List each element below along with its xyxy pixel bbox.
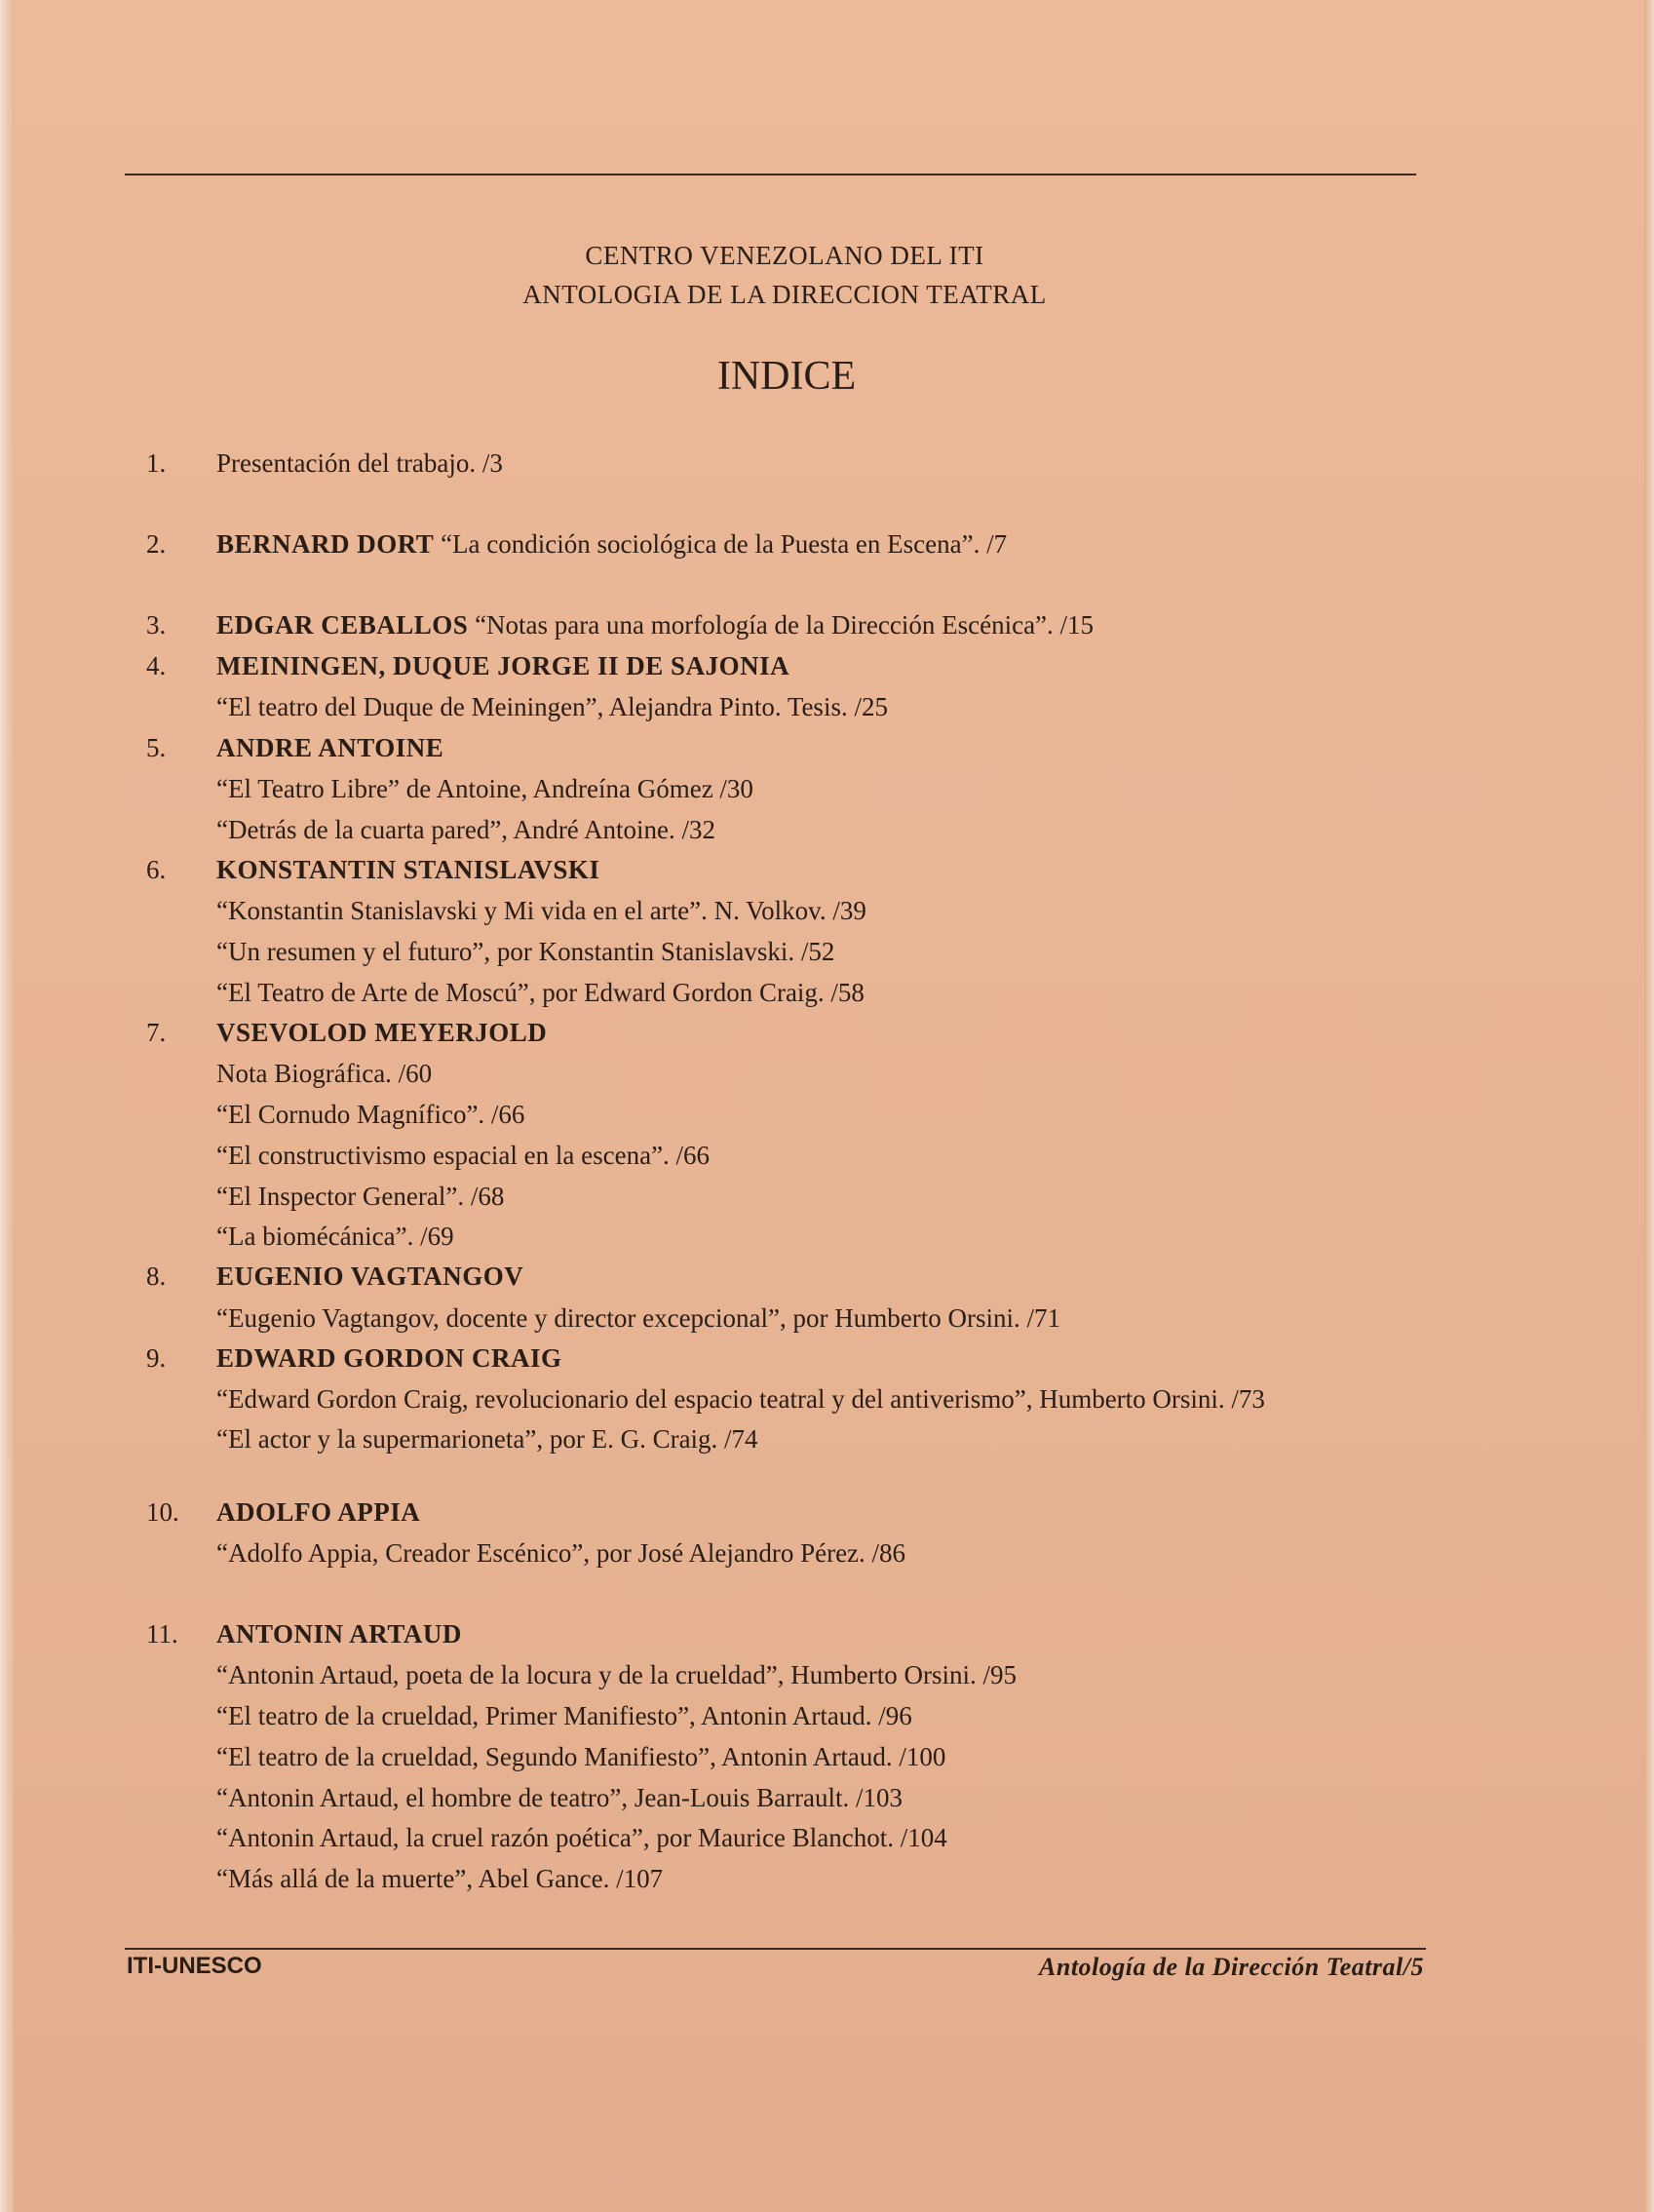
page-title: INDICE: [716, 354, 857, 399]
entry-subitem: “El Teatro Libre” de Antoine, Andreína Gómez /30: [216, 774, 753, 803]
entry-subitem: “El constructivismo espacial en la escena”. /66: [216, 1141, 711, 1170]
index-entry: [146, 1338, 562, 1378]
entry-author: BERNARD DORT: [216, 529, 435, 559]
entry-subitem: “El Cornudo Magnífico”. /66: [216, 1100, 525, 1129]
entry-number: 3.: [146, 610, 167, 640]
entry-subitem: “El teatro de la crueldad, Primer Manifiesto”, Antonin Artaud. /96: [216, 1701, 912, 1730]
entry-text: “La condición sociológica de la Puesta en Escena”. /7: [434, 529, 1008, 559]
index-entry: [146, 524, 1007, 564]
index-entry: [146, 645, 789, 686]
entry-text: “Notas para una morfología de la Dirección Escénica”. /15: [468, 610, 1095, 640]
footer-page-label: Antología de la Dirección Teatral/5: [1039, 1953, 1424, 1981]
entry-number: 2.: [146, 529, 167, 559]
entry-subitem: “Detrás de la cuarta pared”, André Antoine. /32: [216, 815, 716, 844]
entry-subitem: “Edward Gordon Craig, revolucionario del espacio teatral y del antiverismo”, Humberto Orsini. /73: [216, 1384, 1265, 1414]
entry-subitem: “El teatro de la crueldad, Segundo Manifiesto”, Antonin Artaud. /100: [216, 1742, 946, 1771]
index-entry: [146, 849, 599, 890]
paper-edge-left: [0, 0, 14, 2212]
entry-author: EUGENIO VAGTANGOV: [216, 1261, 524, 1291]
header-line-2: ANTOLOGIA DE LA DIRECCION TEATRAL: [522, 280, 1047, 309]
entry-text: Presentación del trabajo. /3: [216, 448, 503, 478]
entry-number: 10.: [146, 1497, 179, 1527]
entry-author: ANDRE ANTOINE: [216, 733, 444, 762]
entry-number: 1.: [146, 448, 167, 478]
entry-subitem: “El actor y la supermarioneta”, por E. G. Craig. /74: [216, 1424, 758, 1454]
index-entry: [146, 604, 1094, 645]
entry-subitem: “El Teatro de Arte de Moscú”, por Edward Gordon Craig. /58: [216, 978, 865, 1007]
entry-author: EDGAR CEBALLOS: [216, 610, 469, 640]
top-rule: [125, 174, 1416, 175]
entry-subitem: “El Inspector General”. /68: [216, 1182, 505, 1211]
index-entry: [146, 1012, 547, 1053]
entry-author: ANTONIN ARTAUD: [216, 1619, 462, 1649]
entry-number: 4.: [146, 651, 167, 680]
entry-subitem: “Más allá de la muerte”, Abel Gance. /107: [216, 1864, 664, 1893]
index-entry: [146, 1492, 420, 1533]
entry-subitem: “Un resumen y el futuro”, por Konstantin Stanislavski. /52: [216, 937, 835, 966]
entry-subitem: “Antonin Artaud, el hombre de teatro”, Jean-Louis Barrault. /103: [216, 1783, 904, 1812]
entry-number: 8.: [146, 1261, 167, 1291]
entry-author: MEININGEN, DUQUE JORGE II DE SAJONIA: [216, 651, 790, 680]
index-entry: [146, 443, 503, 484]
entry-author: ADOLFO APPIA: [216, 1497, 421, 1527]
entry-author: VSEVOLOD MEYERJOLD: [216, 1018, 548, 1047]
index-entry: [146, 727, 443, 768]
entry-subitem: “Konstantin Stanislavski y Mi vida en el arte”. N. Volkov. /39: [216, 896, 866, 925]
entry-number: 9.: [146, 1343, 167, 1373]
entry-number: 5.: [146, 733, 167, 762]
entry-number: 6.: [146, 855, 167, 884]
entry-author: EDWARD GORDON CRAIG: [216, 1343, 562, 1373]
entry-subitem: “El teatro del Duque de Meiningen”, Alejandra Pinto. Tesis. /25: [216, 692, 888, 721]
entry-number: 7.: [146, 1018, 167, 1047]
index-entry: [146, 1613, 462, 1654]
entry-author: KONSTANTIN STANISLAVSKI: [216, 855, 600, 884]
header-line-1: CENTRO VENEZOLANO DEL ITI: [585, 241, 984, 270]
document-header: [0, 236, 1569, 314]
entry-subitem: “La biomécánica”. /69: [216, 1222, 454, 1251]
bottom-rule: [125, 1948, 1426, 1950]
entry-subitem: “Adolfo Appia, Creador Escénico”, por José Alejandro Pérez. /86: [216, 1538, 906, 1568]
index-entry: [146, 1256, 523, 1297]
entry-number: 11.: [146, 1619, 178, 1649]
entry-subitem: “Antonin Artaud, la cruel razón poética”, por Maurice Blanchot. /104: [216, 1823, 947, 1852]
entry-subitem: “Antonin Artaud, poeta de la locura y de la crueldad”, Humberto Orsini. /95: [216, 1660, 1017, 1689]
footer-publisher: ITI-UNESCO: [127, 1953, 262, 1979]
entry-subitem: Nota Biográfica. /60: [216, 1059, 433, 1088]
entry-subitem: “Eugenio Vagtangov, docente y director excepcional”, por Humberto Orsini. /71: [216, 1303, 1060, 1333]
paper-edge-right: [1644, 0, 1654, 2212]
